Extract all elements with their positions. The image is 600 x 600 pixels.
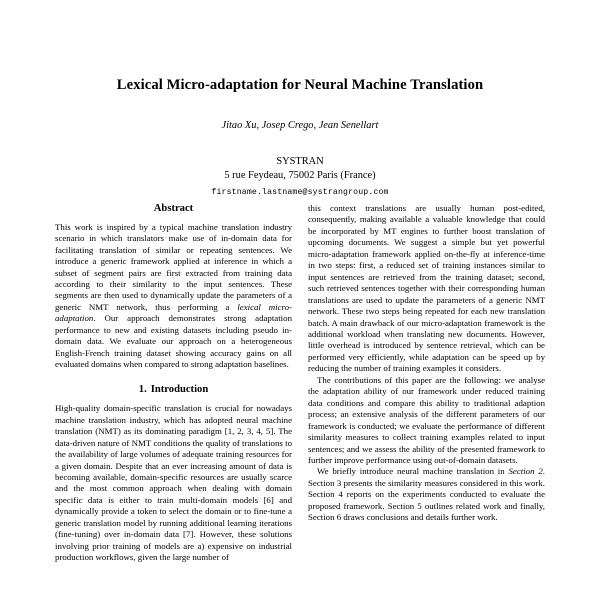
two-column-body <box>55 203 545 600</box>
contact-email: firstname.lastname@systrangroup.com <box>211 188 389 198</box>
introduction-heading-label: Introduction <box>150 383 209 395</box>
abstract-text-part2: . Our approach demonstrates strong adaptation performance to new and existing datasets including pseudo in-domain data. We evaluate our approach on a heterogeneous English-French training dataset showing accuracy gains on all evaluated domains when compared to strong adaptation baselines. <box>55 313 292 370</box>
introduction-paragraph-1: High-quality domain-specific translation is crucial for nowadays machine translation industry, which has adopted neural machine translation (NMT) as its dominating paradigm [1, 2, 3, 4, 5]. The data-driven nature of NMT conditions the quality of translations to the availability of large volumes of adequate training resources for a given domain. Despite that an ever increasing amount of data is becoming available, domain-specific resources are usually scarce and the most common approach when dealing with domain specific data is either to train multi-domain models [6] and dynamically provide a token to select the domain or to fine-tune a generic translation model by running additional learning iterations (fine-tuning) over in-domain data [7]. However, these solutions involving prior training of models are a) expensive on industrial production workflows, given the large number of <box>55 403 292 563</box>
right-column-paragraph-3-emphasis: Section 2 <box>508 466 543 477</box>
abstract-heading: Abstract <box>153 203 194 214</box>
introduction-heading <box>55 384 292 397</box>
right-column-paragraph-3 <box>308 466 545 523</box>
abstract-emphasis: lexical micro-adaptation <box>55 301 292 324</box>
right-column-paragraph-2: The contributions of this paper are the following: we analyse the adaptation ability of our framework under reduced training data conditions and compare this ability to traditional adaption process; an extensive analysis of the different parameters of our framework is conducted; we evaluate the performance of different similarity measures to collect training examples related to input sentences; and we assess the ability of the presented framework to further improve performance using out-of-domain datasets. <box>308 374 545 465</box>
abstract-text-part1: This work is inspired by a typical machine translation industry scenario in which translators make use of in-domain data for facilitating translation of similar or repeating sentences. We introduce a generic framework applied at inference in which a subset of segment pairs are first extracted from training data according to their similarity to the input sentences. These segments are then used to dynamically update the parameters of a generic NMT network, thus performing a <box>55 221 292 312</box>
introduction-number: 1. <box>138 383 147 395</box>
right-column-paragraph-3-part1: We briefly introduce neural machine translation in <box>317 466 509 477</box>
right-column-paragraph-1: this context translations are usually human post-edited, consequently, making available a valuable knowledge that could be incorporated by MT engines to further boost translation of upcoming documents. We suggest a simple but yet powerful micro-adaptation framework applied on-the-fly at inference-time in two steps: first, a reduced set of training instances similar to input sentences are retrieved from the training dataset; second, such retrieved sentences together with their corresponding human translations are used to update the parameters of a generic NMT network. These two steps being repeated for each new translation batch. A main drawback of our micro-adaptation framework is the additional workload when translating new documents. However, little overhead is introduced by sentence retrieval, which can be performed very efficiently, while adaptation can be speed up by reducing the number of training examples it considers. <box>308 203 545 374</box>
affiliation-block <box>55 155 545 199</box>
affiliation-address: 5 rue Feydeau, 75002 Paris (France) <box>224 170 376 182</box>
left-column <box>55 203 292 600</box>
affiliation-organization: SYSTRAN <box>276 155 324 167</box>
title-block <box>55 0 545 199</box>
right-column <box>308 203 545 600</box>
right-column-paragraph-3-part2: . Section 3 presents the similarity measures considered in this work. Section 4 reports on the experiments conducted to evaluate the proposed framework. Section 5 outlines related work and finally, Section 6 draws conclusions and details further work. <box>308 466 545 523</box>
abstract-text <box>55 222 292 371</box>
page-title: Lexical Micro-adaptation for Neural Machine Translation <box>116 77 484 93</box>
author-list: Jitao Xu, Josep Crego, Jean Senellart <box>221 120 379 132</box>
